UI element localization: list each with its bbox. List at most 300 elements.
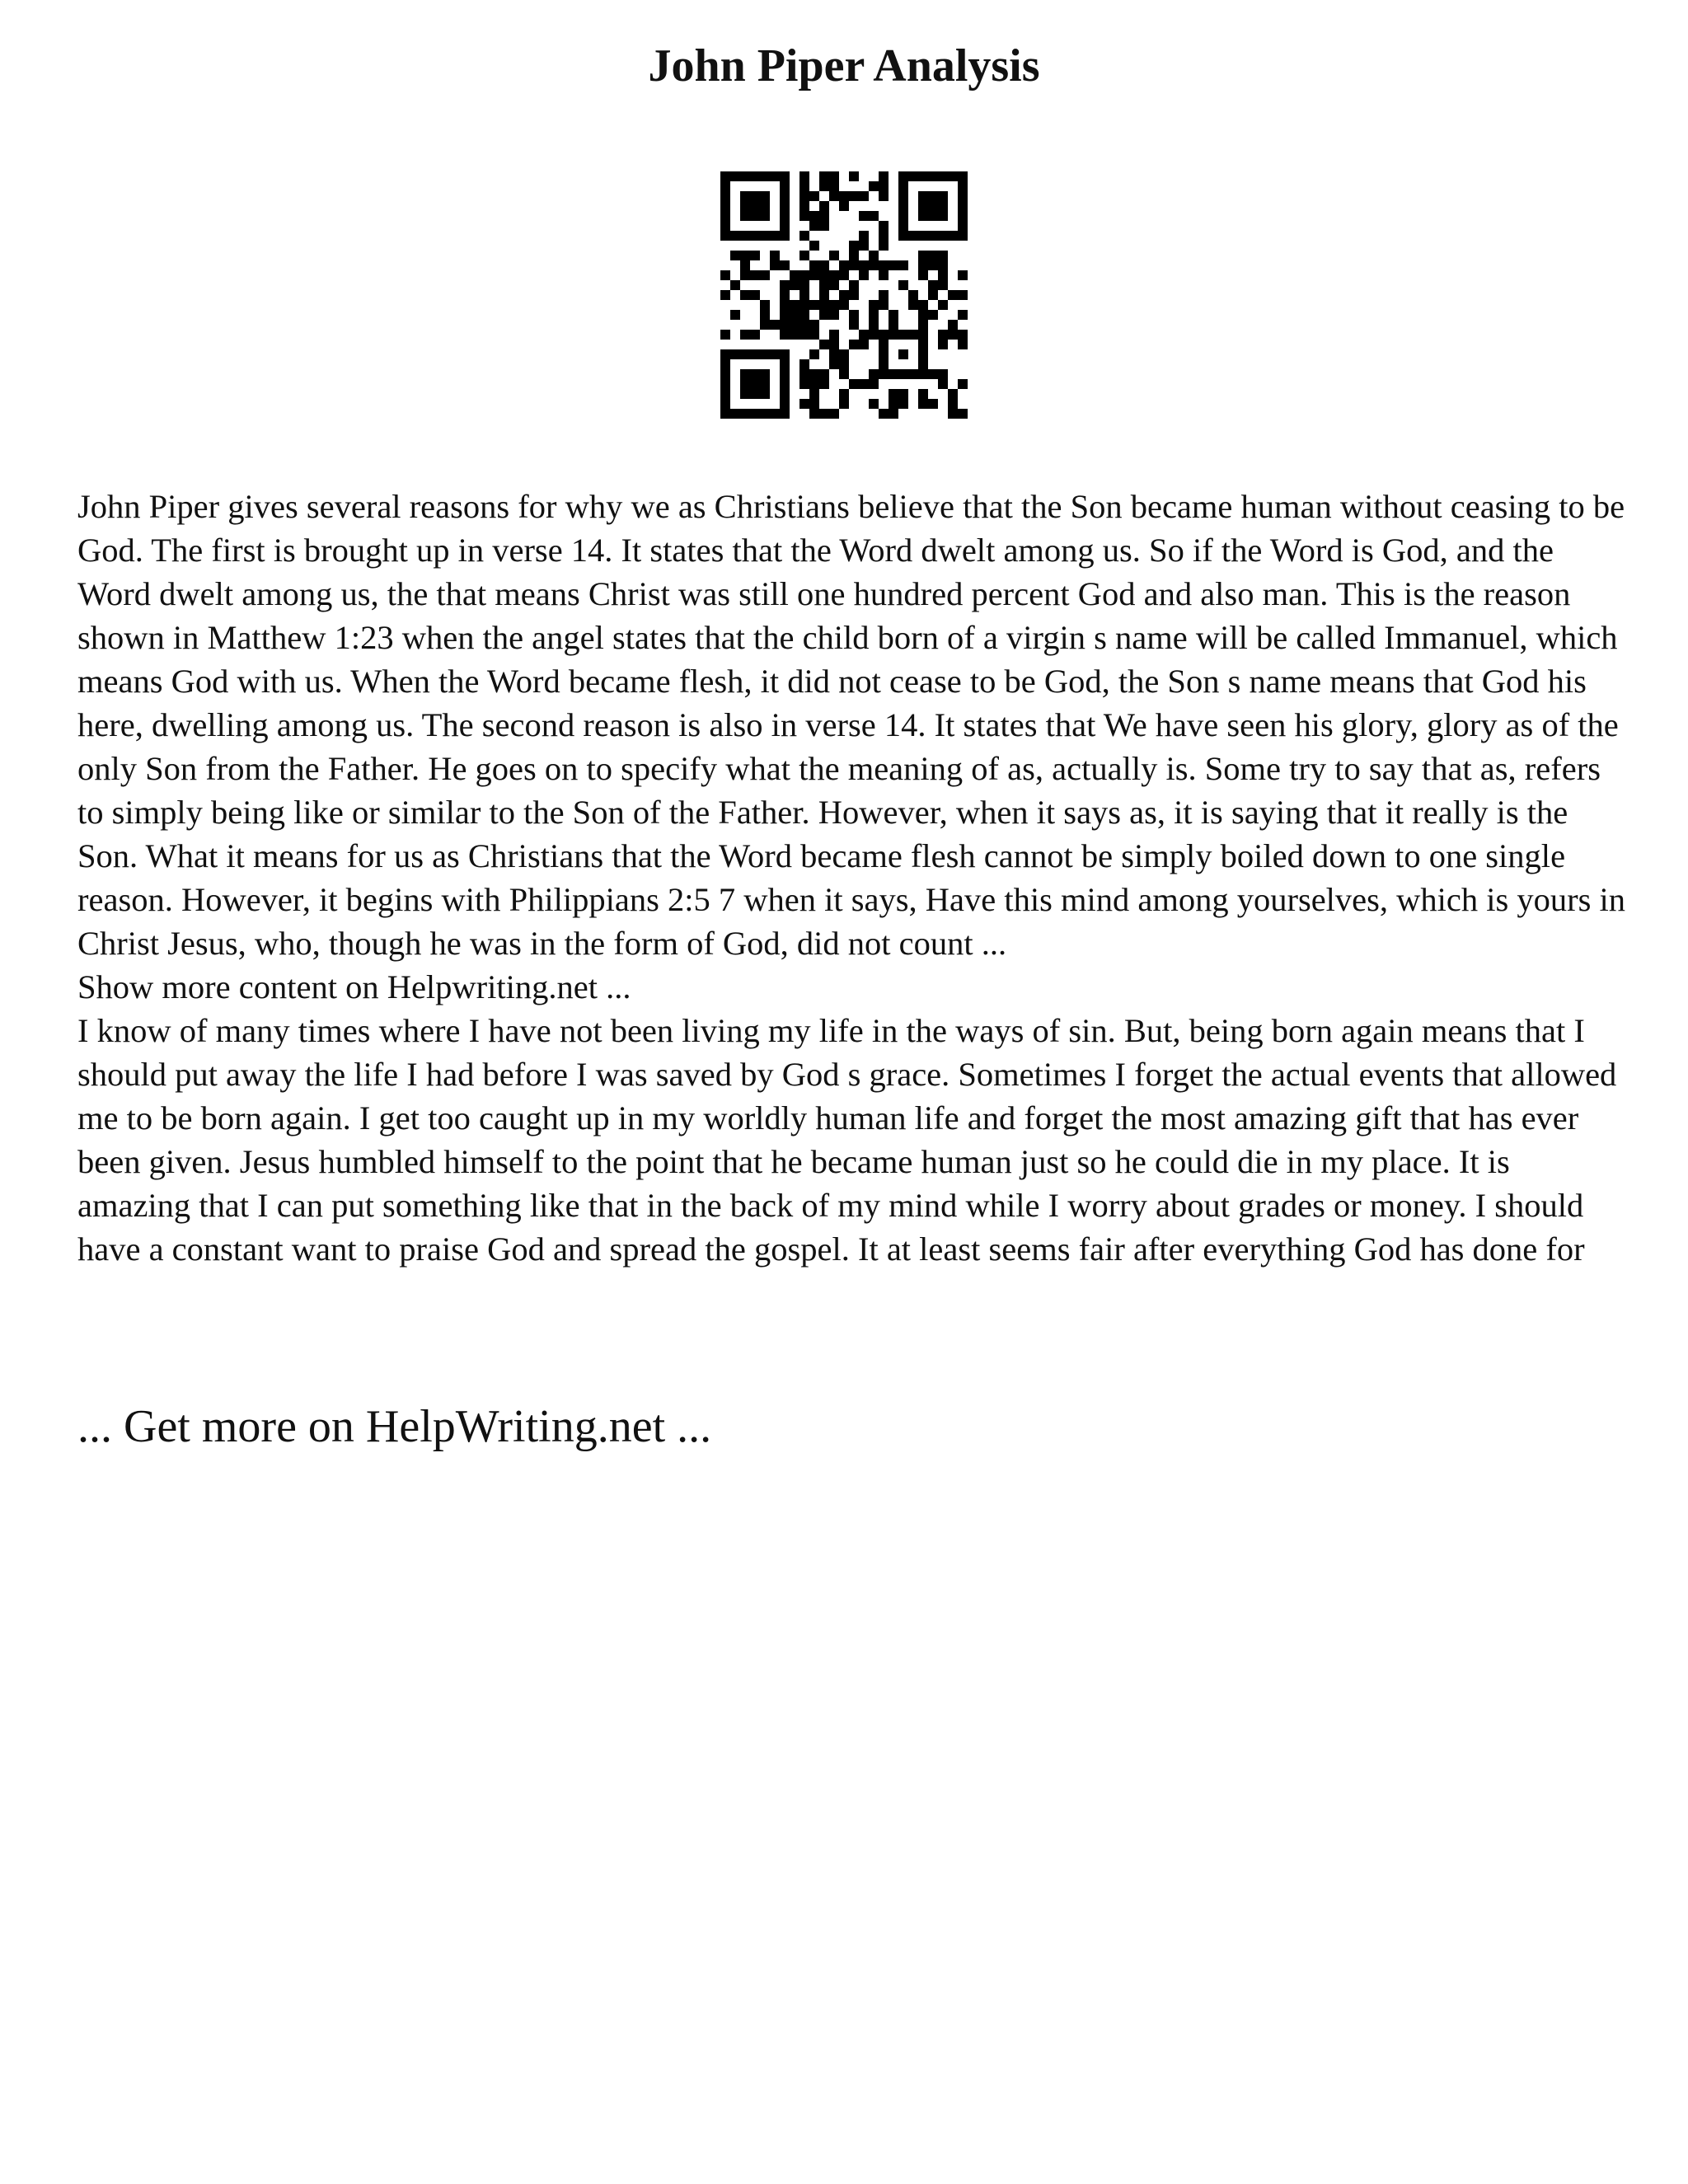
qr-module — [780, 280, 790, 290]
qr-module — [849, 171, 859, 181]
qr-module — [898, 181, 908, 191]
qr-module — [859, 231, 869, 241]
qr-module — [809, 221, 819, 231]
qr-module — [780, 359, 790, 369]
qr-module — [750, 409, 760, 419]
qr-module — [740, 369, 750, 379]
qr-module — [829, 181, 839, 191]
qr-module — [760, 389, 770, 399]
qr-module — [750, 211, 760, 221]
qr-module — [750, 231, 760, 241]
qr-module — [928, 310, 938, 320]
qr-module — [898, 369, 908, 379]
qr-module — [918, 330, 928, 340]
qr-module — [760, 191, 770, 201]
qr-code-icon[interactable] — [720, 171, 968, 419]
qr-module — [760, 201, 770, 211]
qr-module — [829, 310, 839, 320]
qr-module — [750, 171, 760, 181]
qr-module — [908, 231, 918, 241]
qr-module — [918, 211, 928, 221]
qr-module — [918, 310, 928, 320]
qr-module — [740, 171, 750, 181]
qr-module — [918, 389, 928, 399]
qr-module — [780, 330, 790, 340]
qr-module — [918, 369, 928, 379]
qr-module — [958, 290, 968, 300]
qr-module — [809, 409, 819, 419]
qr-module — [730, 171, 740, 181]
qr-module — [770, 409, 780, 419]
qr-module — [948, 409, 958, 419]
qr-module — [849, 191, 859, 201]
qr-module — [908, 330, 918, 340]
qr-module — [869, 251, 879, 260]
qr-module — [849, 340, 859, 349]
qr-module — [780, 389, 790, 399]
qr-module — [799, 231, 809, 241]
qr-module — [898, 260, 908, 270]
qr-module — [948, 231, 958, 241]
qr-module — [720, 409, 730, 419]
qr-module — [780, 320, 790, 330]
qr-module — [720, 270, 730, 280]
qr-module — [908, 300, 918, 310]
qr-module — [898, 389, 908, 399]
qr-module — [938, 340, 948, 349]
qr-module — [898, 349, 908, 359]
qr-module — [740, 409, 750, 419]
qr-module — [889, 330, 898, 340]
qr-module — [750, 251, 760, 260]
qr-module — [879, 191, 889, 201]
article-body — [77, 485, 1627, 1271]
qr-module — [750, 270, 760, 280]
qr-module — [918, 231, 928, 241]
qr-module — [780, 310, 790, 320]
qr-module — [720, 349, 730, 359]
qr-module — [809, 300, 819, 310]
qr-module — [879, 241, 889, 251]
qr-module — [879, 231, 889, 241]
qr-module — [730, 349, 740, 359]
qr-module — [948, 330, 958, 340]
qr-module — [819, 181, 829, 191]
qr-module — [839, 201, 849, 211]
qr-module — [740, 270, 750, 280]
qr-module — [879, 290, 889, 300]
qr-module — [928, 191, 938, 201]
qr-module — [918, 359, 928, 369]
qr-module — [839, 389, 849, 399]
qr-module — [948, 389, 958, 399]
qr-module — [720, 290, 730, 300]
qr-module — [809, 399, 819, 409]
qr-module — [908, 290, 918, 300]
qr-module — [938, 201, 948, 211]
qr-module — [720, 389, 730, 399]
qr-module — [780, 379, 790, 389]
qr-module — [819, 211, 829, 221]
qr-module — [879, 221, 889, 231]
qr-module — [938, 330, 948, 340]
qr-module — [898, 399, 908, 409]
qr-module — [829, 330, 839, 340]
qr-module — [760, 369, 770, 379]
qr-module — [849, 290, 859, 300]
paragraph-1: John Piper gives several reasons for why we as Christians believe that the Son became human without ceasing to be God. The first is brought up in verse 14. It states that the Word dwelt among us. So if the Word is God, and the Word dwelt among us, the that means Christ was still one hundred percent God and also man. This is the reason shown in Matthew 1:23 when the angel states that the child born of a virgin s name will be called Immanuel, which means God with us. When the Word became flesh, it did not cease to be God, the Son s name means that God his here, dwelling among us. The second reason is also in verse 14. It states that We have seen his glory, glory as of the only Son from the Father. He goes on to specify what the meaning of as, actually is. Some try to say that as, refers to simply being like or similar to the Son of the Father. However, when it says as, it is saying that it really is the Son. What it means for us as Christians that the Word became flesh cannot be simply boiled down to one single reason. However, it begins with Philippians 2:5 7 when it says, Have this mind among yourselves, which is yours in Christ Jesus, who, though he was in the form of God, did not count ... — [77, 488, 1626, 962]
qr-module — [889, 369, 898, 379]
qr-module — [780, 349, 790, 359]
qr-module — [819, 221, 829, 231]
qr-module — [750, 349, 760, 359]
qr-module — [859, 270, 869, 280]
qr-module — [809, 349, 819, 359]
qr-module — [839, 359, 849, 369]
qr-module — [938, 280, 948, 290]
qr-module — [780, 231, 790, 241]
qr-module — [829, 349, 839, 359]
qr-module — [958, 171, 968, 181]
qr-module — [898, 211, 908, 221]
qr-module — [760, 379, 770, 389]
qr-module — [958, 310, 968, 320]
qr-module — [829, 191, 839, 201]
qr-module — [780, 300, 790, 310]
qr-module — [869, 181, 879, 191]
qr-module — [958, 181, 968, 191]
qr-module — [819, 171, 829, 181]
qr-module — [839, 270, 849, 280]
qr-module — [799, 191, 809, 201]
qr-module — [809, 320, 819, 330]
qr-module — [760, 231, 770, 241]
qr-module — [819, 201, 829, 211]
qr-module — [918, 399, 928, 409]
qr-module — [879, 340, 889, 349]
qr-module — [869, 369, 879, 379]
qr-module — [889, 260, 898, 270]
qr-module — [859, 330, 869, 340]
qr-module — [879, 171, 889, 181]
qr-module — [730, 409, 740, 419]
qr-module — [760, 320, 770, 330]
qr-module — [829, 270, 839, 280]
qr-module — [958, 201, 968, 211]
qr-module — [780, 290, 790, 300]
qr-module — [750, 201, 760, 211]
qr-module — [819, 300, 829, 310]
qr-module — [908, 171, 918, 181]
qr-module — [918, 191, 928, 201]
qr-module — [770, 171, 780, 181]
qr-module — [720, 221, 730, 231]
qr-module — [869, 300, 879, 310]
qr-module — [750, 369, 760, 379]
qr-module — [819, 280, 829, 290]
qr-module — [889, 389, 898, 399]
qr-module — [809, 379, 819, 389]
qr-module — [918, 260, 928, 270]
qr-module — [740, 260, 750, 270]
qr-module — [799, 251, 809, 260]
qr-module — [958, 221, 968, 231]
qr-module — [790, 330, 799, 340]
qr-module — [918, 320, 928, 330]
qr-module — [720, 191, 730, 201]
qr-module — [780, 369, 790, 379]
qr-module — [839, 260, 849, 270]
qr-module — [720, 369, 730, 379]
qr-module — [859, 211, 869, 221]
qr-module — [889, 399, 898, 409]
qr-module — [770, 349, 780, 359]
qr-module — [809, 211, 819, 221]
qr-module — [790, 320, 799, 330]
qr-module — [720, 181, 730, 191]
qr-module — [829, 280, 839, 290]
qr-module — [879, 260, 889, 270]
qr-module — [879, 369, 889, 379]
qr-module — [819, 260, 829, 270]
qr-module — [958, 231, 968, 241]
qr-module — [799, 280, 809, 290]
qr-module — [898, 280, 908, 290]
qr-module — [898, 221, 908, 231]
qr-module — [809, 369, 819, 379]
qr-module — [849, 241, 859, 251]
qr-module — [760, 349, 770, 359]
qr-module — [918, 201, 928, 211]
qr-module — [948, 320, 958, 330]
qr-module — [938, 251, 948, 260]
qr-module — [869, 330, 879, 340]
qr-module — [898, 201, 908, 211]
show-more-link[interactable]: Show more content on Helpwriting.net ... — [77, 968, 631, 1005]
qr-module — [849, 310, 859, 320]
qr-module — [829, 340, 839, 349]
qr-module — [780, 171, 790, 181]
qr-module — [938, 369, 948, 379]
qr-module — [730, 310, 740, 320]
qr-module — [799, 300, 809, 310]
qr-module — [879, 300, 889, 310]
qr-module — [819, 310, 829, 320]
qr-module — [809, 260, 819, 270]
qr-module — [948, 171, 958, 181]
qr-module — [799, 201, 809, 211]
qr-module — [918, 251, 928, 260]
qr-module — [849, 260, 859, 270]
qr-module — [898, 191, 908, 201]
qr-module — [799, 330, 809, 340]
qr-module — [869, 211, 879, 221]
qr-module — [829, 171, 839, 181]
qr-module — [918, 270, 928, 280]
qr-module — [958, 379, 968, 389]
qr-module — [740, 251, 750, 260]
qr-module — [859, 340, 869, 349]
qr-module — [760, 310, 770, 320]
paragraph-2: I know of many times where I have not been living my life in the ways of sin. But, being born again means that I should put away the life I had before I was saved by God s grace. Sometimes I forget the actual events that allowed me to be born again. I get too caught up in my worldly human life and forget the most amazing gift that has ever been given. Jesus humbled himself to the point that he became human just so he could die in my place. It is amazing that I can put something like that in the back of my mind while I worry about grades or money. I should have a constant want to praise God and spread the gospel. It at least seems fair after everything God has done for — [77, 1012, 1617, 1268]
qr-module — [799, 270, 809, 280]
qr-module — [750, 389, 760, 399]
qr-module — [859, 379, 869, 389]
qr-module — [799, 171, 809, 181]
qr-module — [938, 270, 948, 280]
qr-module — [720, 330, 730, 340]
qr-module — [780, 260, 790, 270]
qr-module — [799, 211, 809, 221]
qr-code-graphic — [720, 171, 968, 419]
qr-module — [730, 280, 740, 290]
qr-module — [869, 399, 879, 409]
qr-module — [809, 270, 819, 280]
qr-module — [839, 300, 849, 310]
qr-module — [948, 399, 958, 409]
qr-module — [938, 171, 948, 181]
qr-module — [799, 359, 809, 369]
get-more-link[interactable]: ... Get more on HelpWriting.net ... — [77, 1401, 712, 1452]
qr-module — [879, 330, 889, 340]
qr-module — [720, 201, 730, 211]
qr-module — [750, 379, 760, 389]
qr-module — [928, 369, 938, 379]
qr-module — [879, 270, 889, 280]
qr-module — [770, 320, 780, 330]
qr-module — [809, 191, 819, 201]
qr-module — [740, 201, 750, 211]
qr-module — [819, 409, 829, 419]
qr-module — [829, 300, 839, 310]
qr-module — [958, 191, 968, 201]
qr-module — [740, 349, 750, 359]
qr-module — [750, 191, 760, 201]
qr-module — [799, 181, 809, 191]
qr-module — [799, 369, 809, 379]
qr-module — [720, 231, 730, 241]
qr-module — [918, 171, 928, 181]
qr-module — [839, 369, 849, 379]
qr-module — [760, 211, 770, 221]
qr-module — [958, 270, 968, 280]
qr-module — [898, 330, 908, 340]
qr-module — [938, 231, 948, 241]
qr-module — [819, 340, 829, 349]
qr-module — [849, 379, 859, 389]
qr-module — [849, 251, 859, 260]
qr-module — [889, 409, 898, 419]
qr-module — [760, 409, 770, 419]
qr-module — [819, 270, 829, 280]
qr-module — [809, 241, 819, 251]
qr-module — [928, 251, 938, 260]
qr-module — [869, 310, 879, 320]
qr-module — [898, 231, 908, 241]
qr-module — [869, 379, 879, 389]
qr-module — [720, 379, 730, 389]
qr-module — [750, 330, 760, 340]
qr-module — [790, 310, 799, 320]
qr-module — [780, 191, 790, 201]
qr-module — [740, 290, 750, 300]
qr-module — [859, 191, 869, 201]
qr-module — [829, 409, 839, 419]
qr-module — [780, 211, 790, 221]
document-title: John Piper Analysis — [648, 40, 1040, 91]
qr-module — [938, 300, 948, 310]
qr-module — [819, 379, 829, 389]
qr-module — [879, 359, 889, 369]
qr-module — [740, 211, 750, 221]
qr-module — [928, 280, 938, 290]
qr-module — [780, 201, 790, 211]
qr-module — [859, 241, 869, 251]
qr-module — [770, 260, 780, 270]
qr-module — [829, 359, 839, 369]
qr-module — [938, 379, 948, 389]
qr-module — [720, 171, 730, 181]
qr-module — [829, 251, 839, 260]
qr-module — [928, 201, 938, 211]
qr-module — [730, 231, 740, 241]
qr-module — [928, 290, 938, 300]
qr-module — [938, 260, 948, 270]
qr-module — [928, 211, 938, 221]
qr-module — [908, 369, 918, 379]
qr-module — [928, 260, 938, 270]
qr-module — [839, 290, 849, 300]
qr-module — [839, 399, 849, 409]
qr-module — [799, 379, 809, 389]
qr-module — [750, 290, 760, 300]
qr-module — [938, 211, 948, 221]
qr-module — [938, 191, 948, 201]
qr-module — [918, 300, 928, 310]
qr-module — [839, 191, 849, 201]
qr-module — [958, 340, 968, 349]
qr-module — [740, 389, 750, 399]
qr-module — [869, 320, 879, 330]
qr-module — [879, 349, 889, 359]
qr-module — [898, 171, 908, 181]
qr-module — [799, 320, 809, 330]
qr-module — [928, 231, 938, 241]
qr-module — [770, 231, 780, 241]
qr-module — [760, 171, 770, 181]
qr-module — [849, 320, 859, 330]
qr-module — [889, 310, 898, 320]
qr-module — [918, 340, 928, 349]
qr-module — [819, 290, 829, 300]
qr-module — [799, 399, 809, 409]
qr-module — [760, 300, 770, 310]
qr-module — [780, 221, 790, 231]
qr-module — [928, 399, 938, 409]
qr-module — [958, 409, 968, 419]
qr-module — [819, 369, 829, 379]
qr-module — [879, 181, 889, 191]
qr-module — [740, 191, 750, 201]
qr-module — [918, 349, 928, 359]
qr-module — [740, 330, 750, 340]
qr-module — [790, 280, 799, 290]
qr-module — [780, 399, 790, 409]
qr-module — [879, 409, 889, 419]
qr-module — [740, 231, 750, 241]
qr-module — [928, 171, 938, 181]
qr-module — [740, 379, 750, 389]
